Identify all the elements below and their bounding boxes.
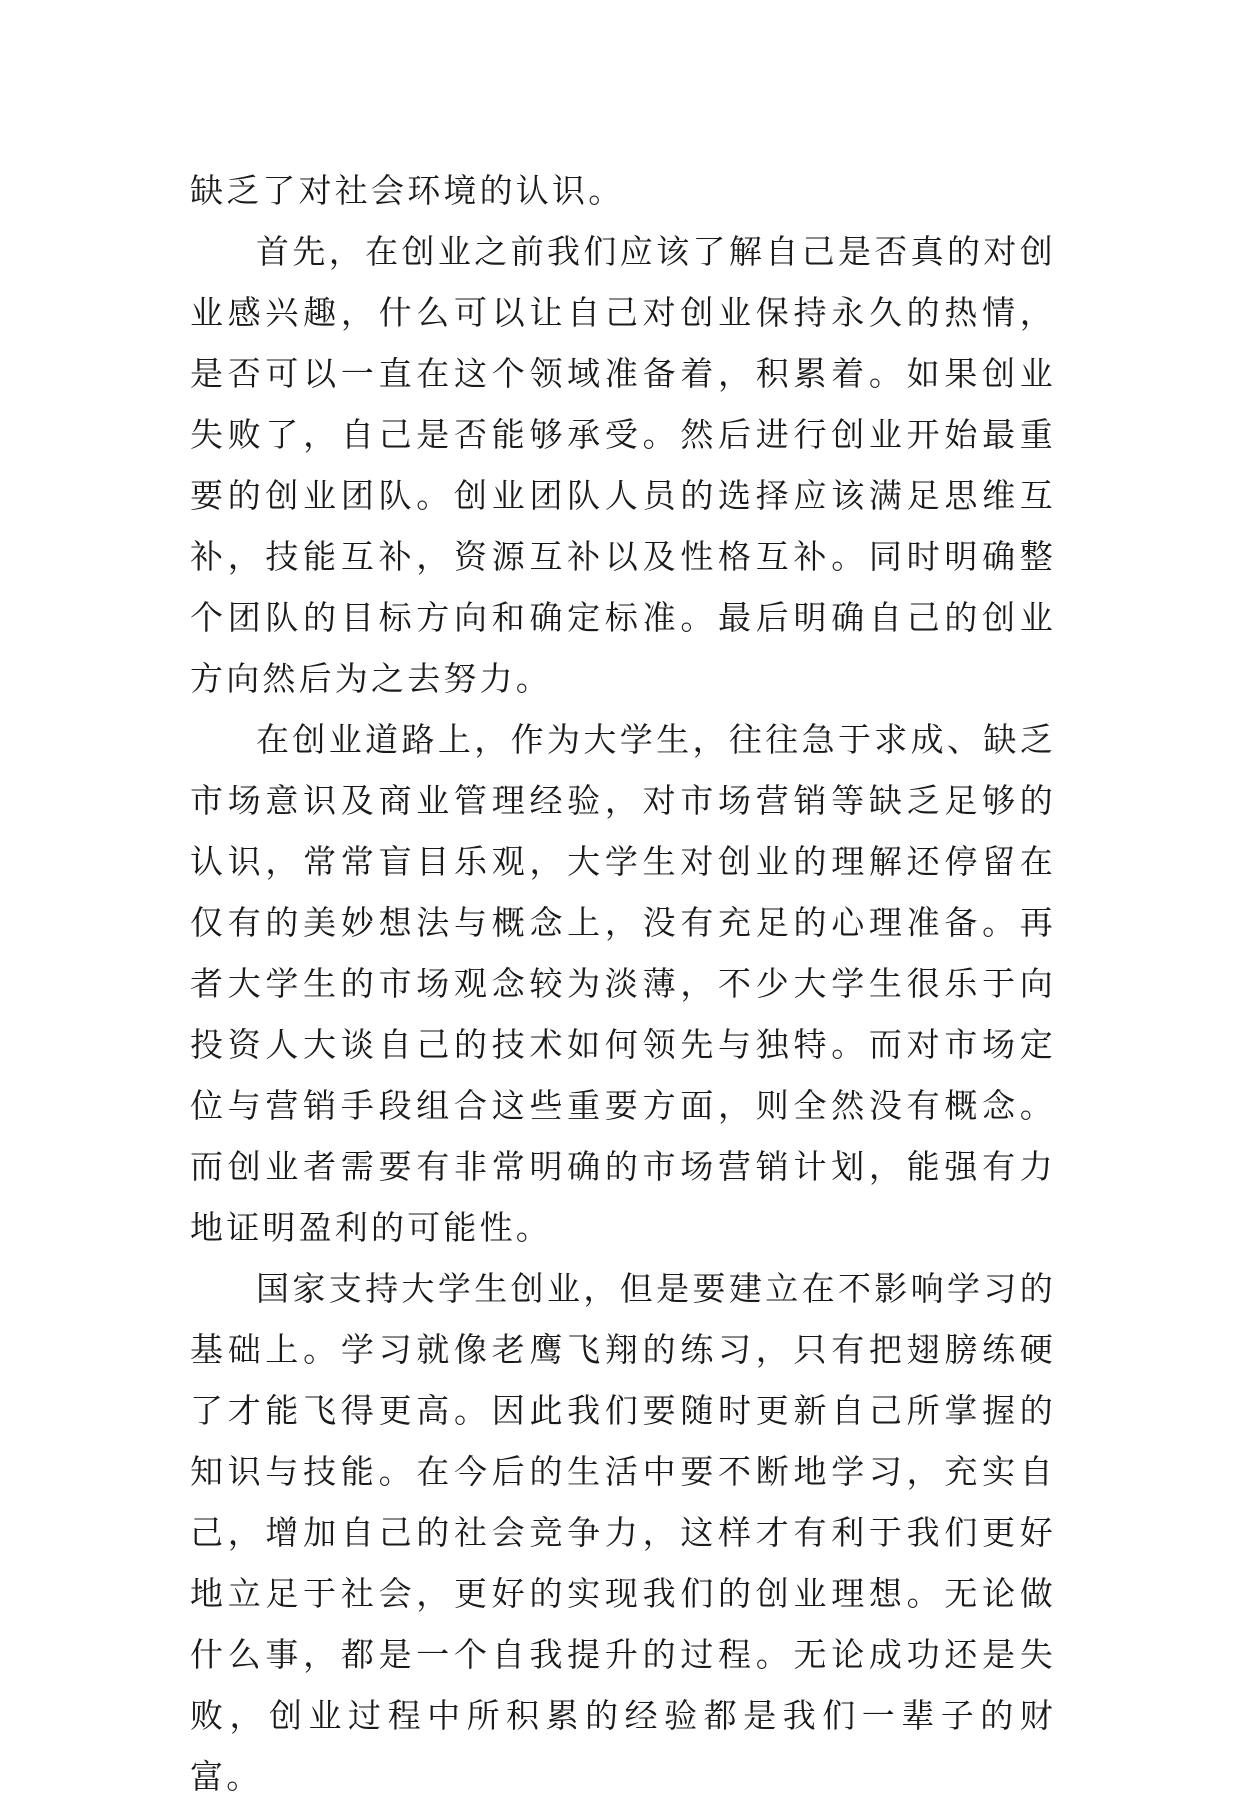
- paragraph-first-step: 首先，在创业之前我们应该了解自己是否真的对创业感兴趣，什么可以让自己对创业保持永久的热情，是否可以一直在这个领域准备着，积累着。如果创业失败了，自己是否能够承受。然后进行创业开始最重要的创业团队。创业团队人员的选择应该满足思维互补，技能互补，资源互补以及性格互补。同时明确整个团队的目标方向和确定标准。最后明确自己的创业方向然后为之去努力。: [190, 232, 1056, 698]
- essay-body: [190, 160, 1056, 1807]
- paragraph-student-entrepreneur: 在创业道路上，作为大学生，往往急于求成、缺乏市场意识及商业管理经验，对市场营销等缺乏足够的认识，常常盲目乐观，大学生对创业的理解还停留在仅有的美妙想法与概念上，没有充足的心理准备。再者大学生的市场观念较为淡薄，不少大学生很乐于向投资人大谈自己的技术如何领先与独特。而对市场定位与营销手段组合这些重要方面，则全然没有概念。而创业者需要有非常明确的市场营销计划，能强有力地证明盈利的可能性。: [190, 720, 1056, 1247]
- paragraph-continuation: 缺乏了对社会环境的认识。: [190, 171, 625, 210]
- paragraph-national-support: 国家支持大学生创业，但是要建立在不影响学习的基础上。学习就像老鹰飞翔的练习，只有把翅膀练硬了才能飞得更高。因此我们要随时更新自己所掌握的知识与技能。在今后的生活中要不断地学习，充实自己，增加自己的社会竞争力，这样才有利于我们更好地立足于社会，更好的实现我们的创业理想。无论做什么事，都是一个自我提升的过程。无论成功还是失败，创业过程中所积累的经验都是我们一辈子的财富。: [190, 1269, 1056, 1796]
